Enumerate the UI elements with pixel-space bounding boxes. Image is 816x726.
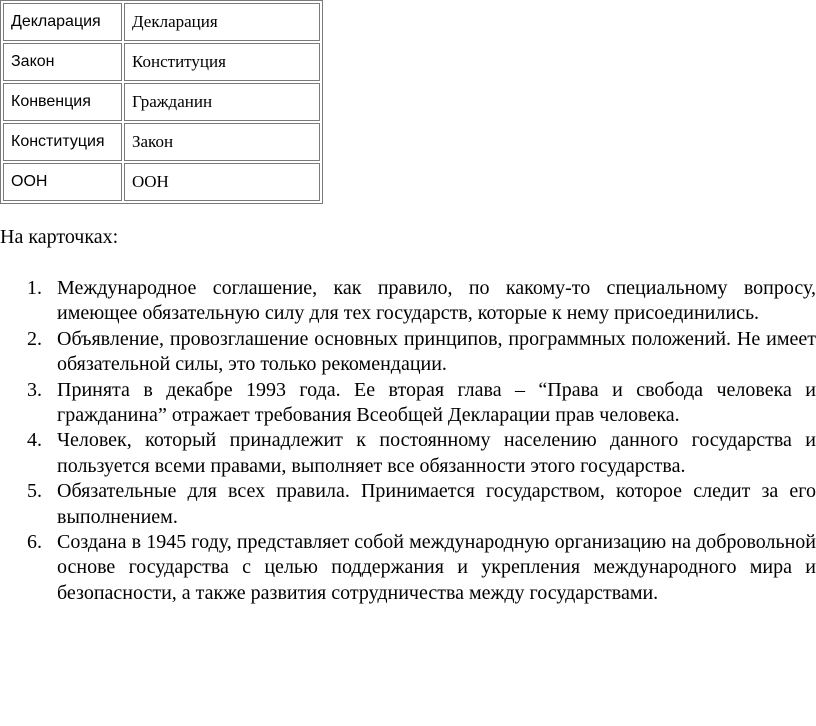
table-row: [3, 163, 320, 201]
table-cell: Декларация: [3, 3, 122, 41]
item-text: Создана в 1945 году, представляет собой международную организацию на добровольной основе государства с целью поддержания и укрепления международного мира и безопасности, а также развития сотрудничества между государствами.: [57, 531, 816, 604]
terms-table: [0, 0, 323, 204]
item-text: Принята в декабре 1993 года. Ее вторая глава – “Права и свобода человека и гражданина” отражает требования Всеобщей Декларации прав человека.: [57, 378, 816, 427]
table-cell: Гражданин: [124, 83, 320, 121]
definitions-list: [27, 276, 816, 606]
table-row: [3, 123, 320, 161]
list-item: [27, 378, 816, 429]
item-number: 2.: [27, 327, 42, 350]
cards-intro: На карточках:: [0, 226, 119, 248]
item-number: 4.: [27, 429, 42, 452]
table-cell: ООН: [3, 163, 122, 201]
table-row: [3, 83, 320, 121]
table-row: [3, 3, 320, 41]
table-cell: Закон: [124, 123, 320, 161]
item-text: Человек, который принадлежит к постоянному населению данного государства и пользуется всеми правами, выполняет все обязанности этого государства.: [57, 429, 816, 477]
list-item: [27, 428, 816, 479]
item-text: Международное соглашение, как правило, по какому-то специальному вопросу, имеющее обязательную силу для тех государств, которые к нему присоединились.: [57, 277, 816, 325]
item-number: 1.: [27, 277, 42, 299]
item-text: Обязательные для всех правила. Принимается государством, которое следит за его выполнением.: [57, 480, 816, 528]
item-number: 3.: [27, 378, 42, 401]
table-cell: Конвенция: [3, 83, 122, 121]
table-cell: Конституция: [3, 123, 122, 161]
list-item: [27, 276, 816, 327]
item-number: 5.: [27, 480, 42, 503]
list-item: [27, 327, 816, 378]
table-row: [3, 43, 320, 81]
table-cell: Конституция: [124, 43, 320, 81]
item-number: 6.: [27, 531, 42, 554]
table-cell: Закон: [3, 43, 122, 81]
table-cell: Декларация: [124, 3, 320, 41]
table-cell: ООН: [124, 163, 320, 201]
list-item: [27, 479, 816, 530]
list-item: [27, 530, 816, 606]
item-text: Объявление, провозглашение основных принципов, программных положений. Не имеет обязательной силы, это только рекомендации.: [57, 327, 816, 376]
